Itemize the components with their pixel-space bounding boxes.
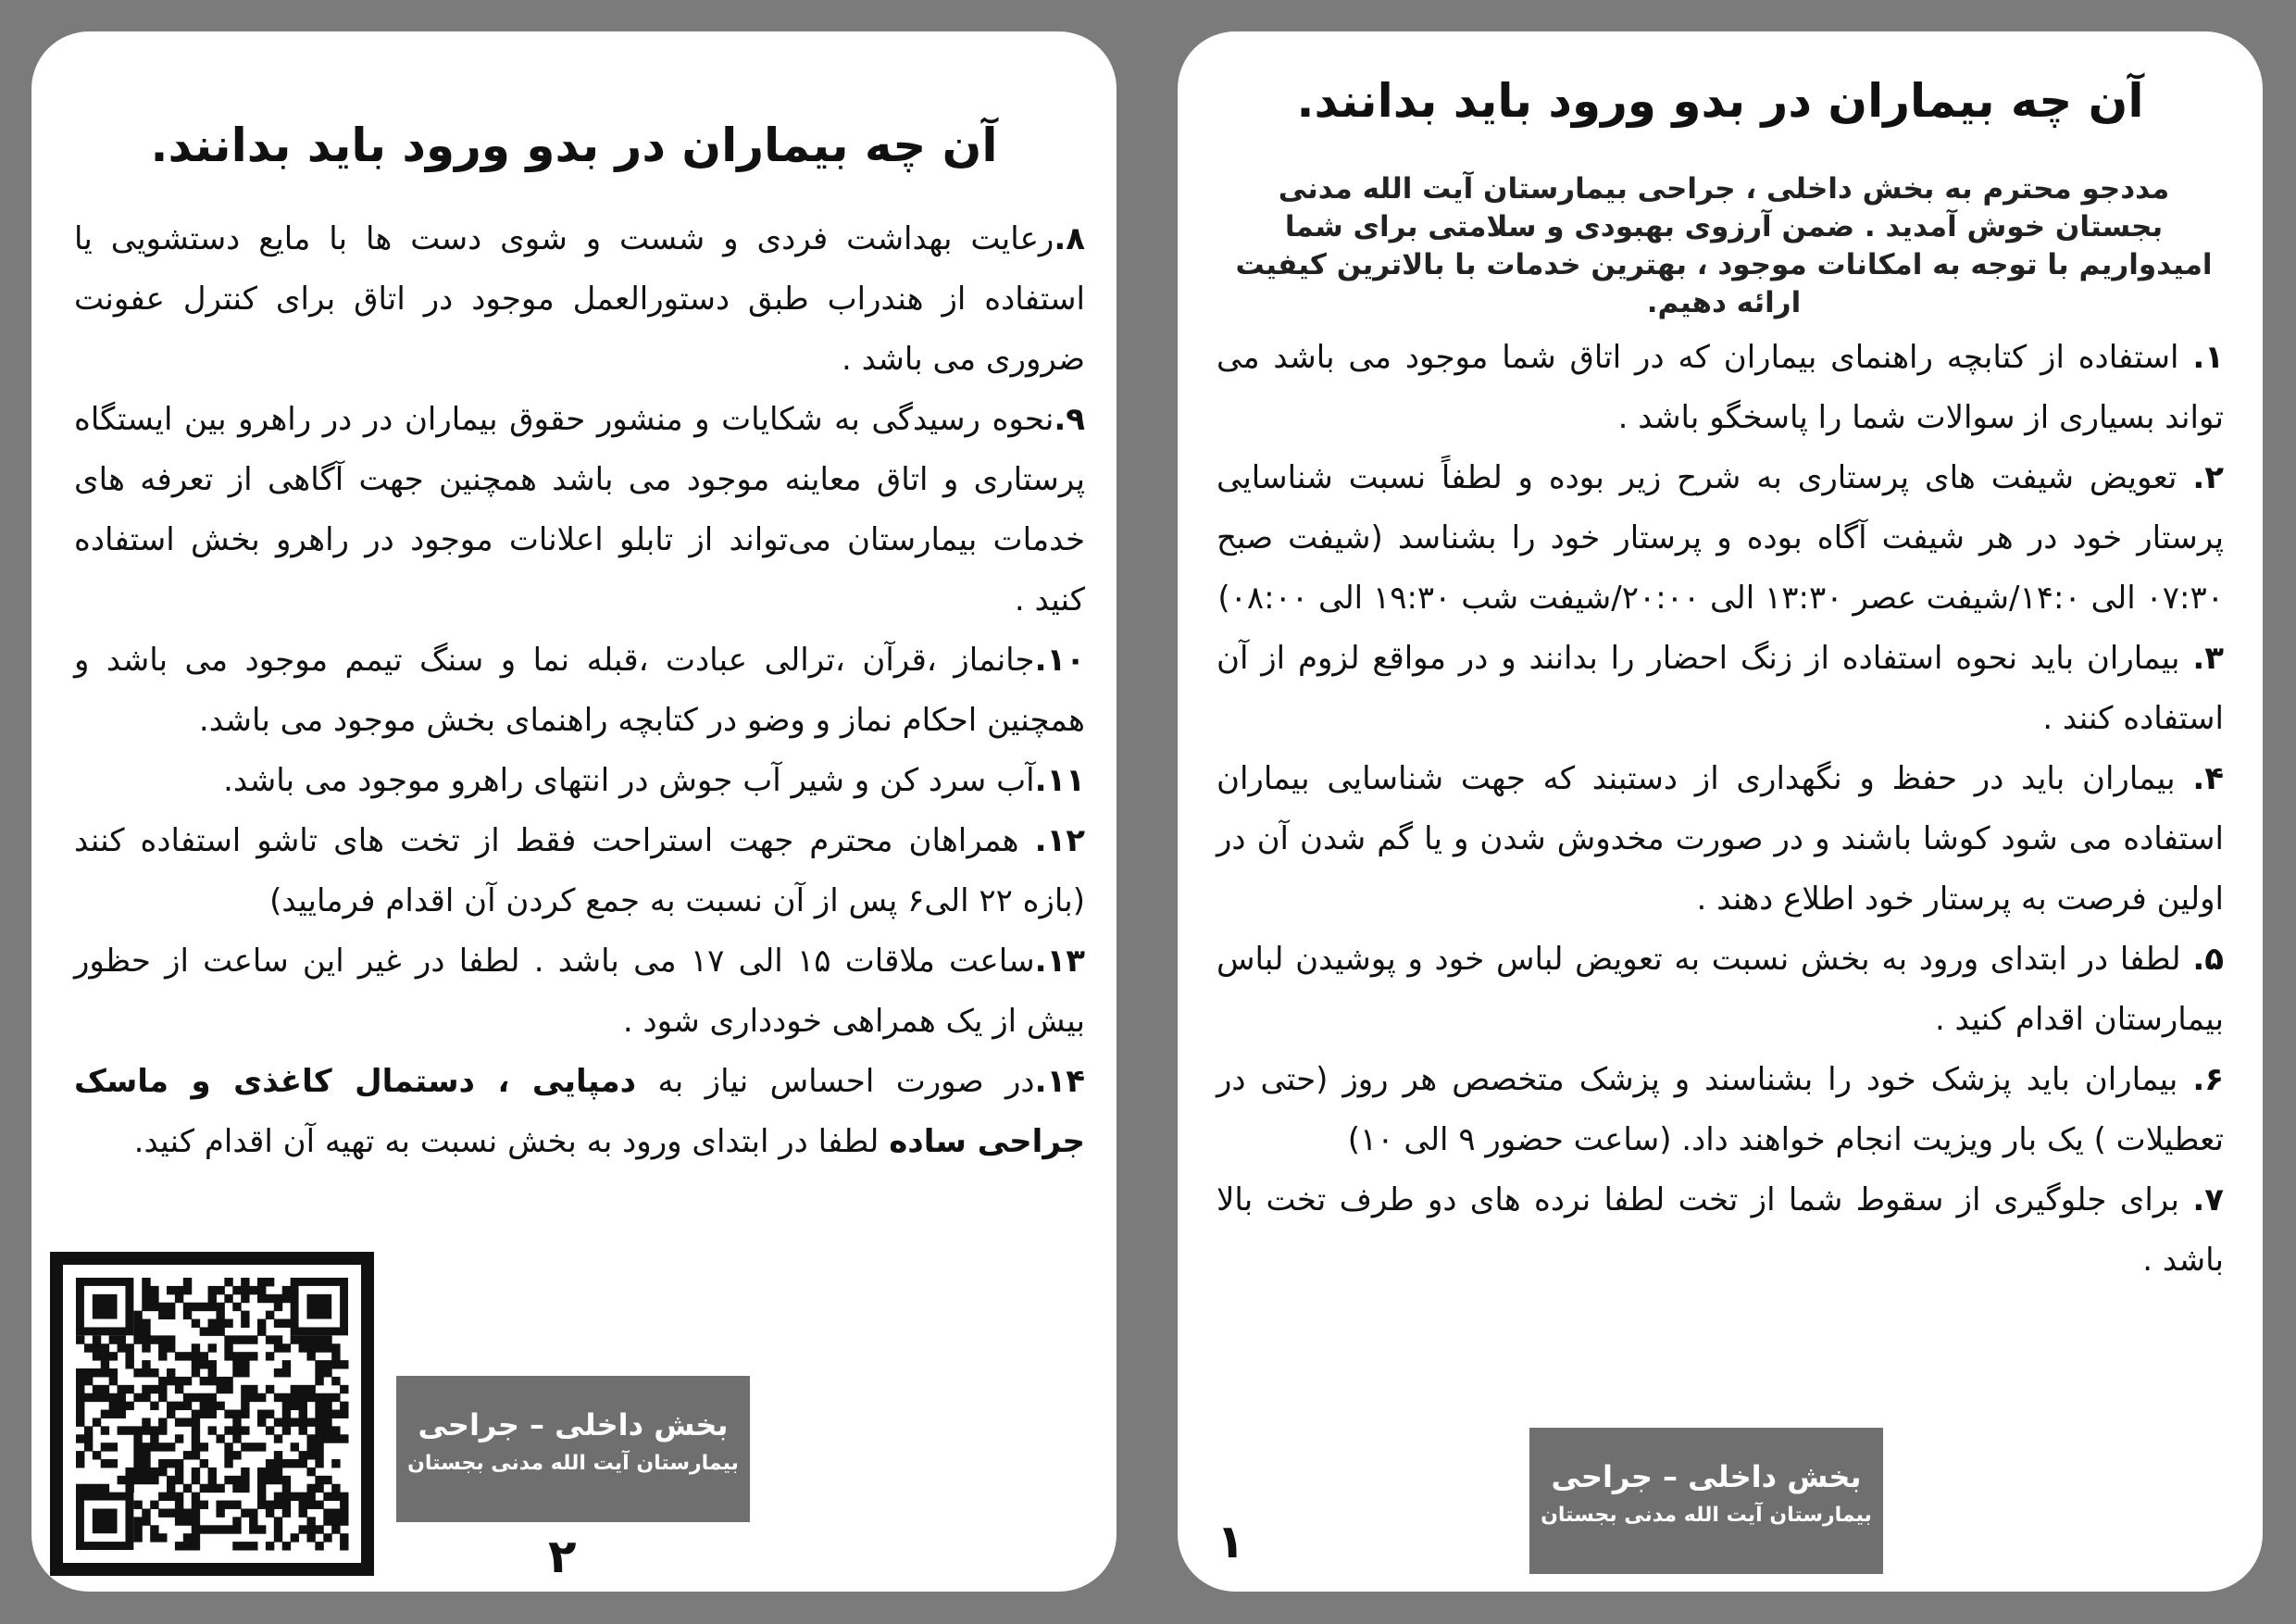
badge-hospital-name: بیمارستان آیت الله مدنی بجستان: [1541, 1504, 1872, 1527]
list-item: ۶. بیماران باید پزشک خود را بشناسند و پزشک متخصص هر روز (حتی در تعطیلات ) یک بار ویزیت انجام خواهند داد. (ساعت حضور ۹ الی ۱۰): [1217, 1061, 2224, 1158]
ward-badge: [396, 1376, 750, 1522]
welcome-intro: مددجو محترم به بخش داخلی ، جراحی بیمارستان آیت الله مدنی بجستان خوش آمدید . ضمن آرزوی بهبودی و سلامتی برای شما امیدواریم با توجه به امکانات موجود ، بهترین خدمات با بالاترین کیفیت ارائه دهیم.: [1235, 172, 2213, 319]
badge-hospital-name: بیمارستان آیت الله مدنی بجستان: [407, 1452, 739, 1475]
ward-badge: [1529, 1428, 1883, 1574]
list-item: ۹.نحوه رسیدگی به شکایات و منشور حقوق بیماران در در راهرو بین ایستگاه پرستاری و اتاق معاینه موجود می باشد همچنین جهت آگاهی از تعرفه های خدمات بیمارستان می‌تواند از تابلو اعلانات موجود در راهرو بخش استفاده کنید .: [74, 401, 1085, 618]
page-1-title: آن چه بیماران در بدو ورود باید بدانند.: [1296, 74, 2144, 128]
list-item: ۲. تعویض شیفت های پرستاری به شرح زیر بوده و لطفاً نسبت شناسایی پرستار خود در هر شیفت آگاه بوده و پرستار خود را بشناسد (شیفت صبح ۰۷:۳۰ الی ۱۴:۰/شیفت عصر ۱۳:۳۰ الی ۲۰:۰۰/شیفت شب ۱۹:۳۰ الی ۰۸:۰۰): [1217, 459, 2224, 617]
list-item: ۷. برای جلوگیری از سقوط شما از تخت لطفا نرده های دو طرف تخت بالا باشد .: [1217, 1181, 2224, 1279]
list-item: ۱۰.جانماز ،قرآن ،ترالی عبادت ،قبله نما و سنگ تیمم موجود می باشد و همچنین احکام نماز و وضو در کتابچه راهنمای بخش موجود می باشد.: [74, 642, 1085, 739]
list-item: ۱۳.ساعت ملاقات ۱۵ الی ۱۷ می باشد . لطفا در غیر این ساعت از حظور بیش از یک همراهی خودداری شود .: [74, 943, 1085, 1040]
list-item: ۱. استفاده از کتابچه راهنمای بیماران که در اتاق شما موجود می باشد می تواند بسیاری از سوالات شما را پاسخگو باشد .: [1217, 339, 2224, 436]
list-item: ۴. بیماران باید در حفظ و نگهداری از دستبند که جهت شناسایی بیماران استفاده می شود کوشا باشند و در صورت مخدوش شدن و یا گم شدن آن در اولین فرصت به پرستار خود اطلاع دهند .: [1217, 760, 2224, 918]
page-number: ۲: [548, 1530, 577, 1583]
page-2: [31, 31, 1117, 1592]
badge-ward-name: بخش داخلی – جراحی: [1551, 1459, 1862, 1494]
list-item: ۳. بیماران باید نحوه استفاده از زنگ احضار را بدانند و در مواقع لزوم از آن استفاده کنند .: [1217, 640, 2224, 737]
list-item: ۱۱.آب سرد کن و شیر آب جوش در انتهای راهرو موجود می باشد.: [223, 762, 1085, 799]
page-1-list: [1217, 328, 2224, 1291]
list-item: ۱۲. همراهان محترم جهت استراحت فقط از تخت های تاشو استفاده کنند (بازه ۲۲ الی۶ پس از آن نسبت به جمع کردن آن اقدام فرمایید): [74, 822, 1085, 919]
qr-code-graphic: [50, 1252, 374, 1576]
page-2-title: آن چه بیماران در بدو ورود باید بدانند.: [150, 119, 998, 172]
badge-ward-name: بخش داخلی – جراحی: [418, 1407, 729, 1443]
page-2-list: [74, 209, 1085, 1172]
bold-supplies: دمپایی ، دستمال کاغذی و ماسک جراحی ساده: [74, 1063, 1085, 1160]
list-item: ۱۴.در صورت احساس نیاز به دمپایی ، دستمال کاغذی و ماسک جراحی ساده لطفا در ابتدای ورود به بخش نسبت به تهیه آن اقدام کنید.: [74, 1063, 1085, 1160]
qr-code-icon[interactable]: [50, 1252, 374, 1576]
list-item: ۵. لطفا در ابتدای ورود به بخش نسبت به تعویض لباس خود و پوشیدن لباس بیمارستان اقدام کنید .: [1217, 941, 2224, 1038]
page-1: [1178, 31, 2263, 1592]
page-number: ۱: [1217, 1515, 1245, 1568]
list-item: ۸.رعایت بهداشت فردی و شست و شوی دست ها با مایع دستشویی یا استفاده از هندراب طبق دستورالعمل موجود در اتاق برای کنترل عفونت ضروری می باشد .: [74, 220, 1085, 378]
